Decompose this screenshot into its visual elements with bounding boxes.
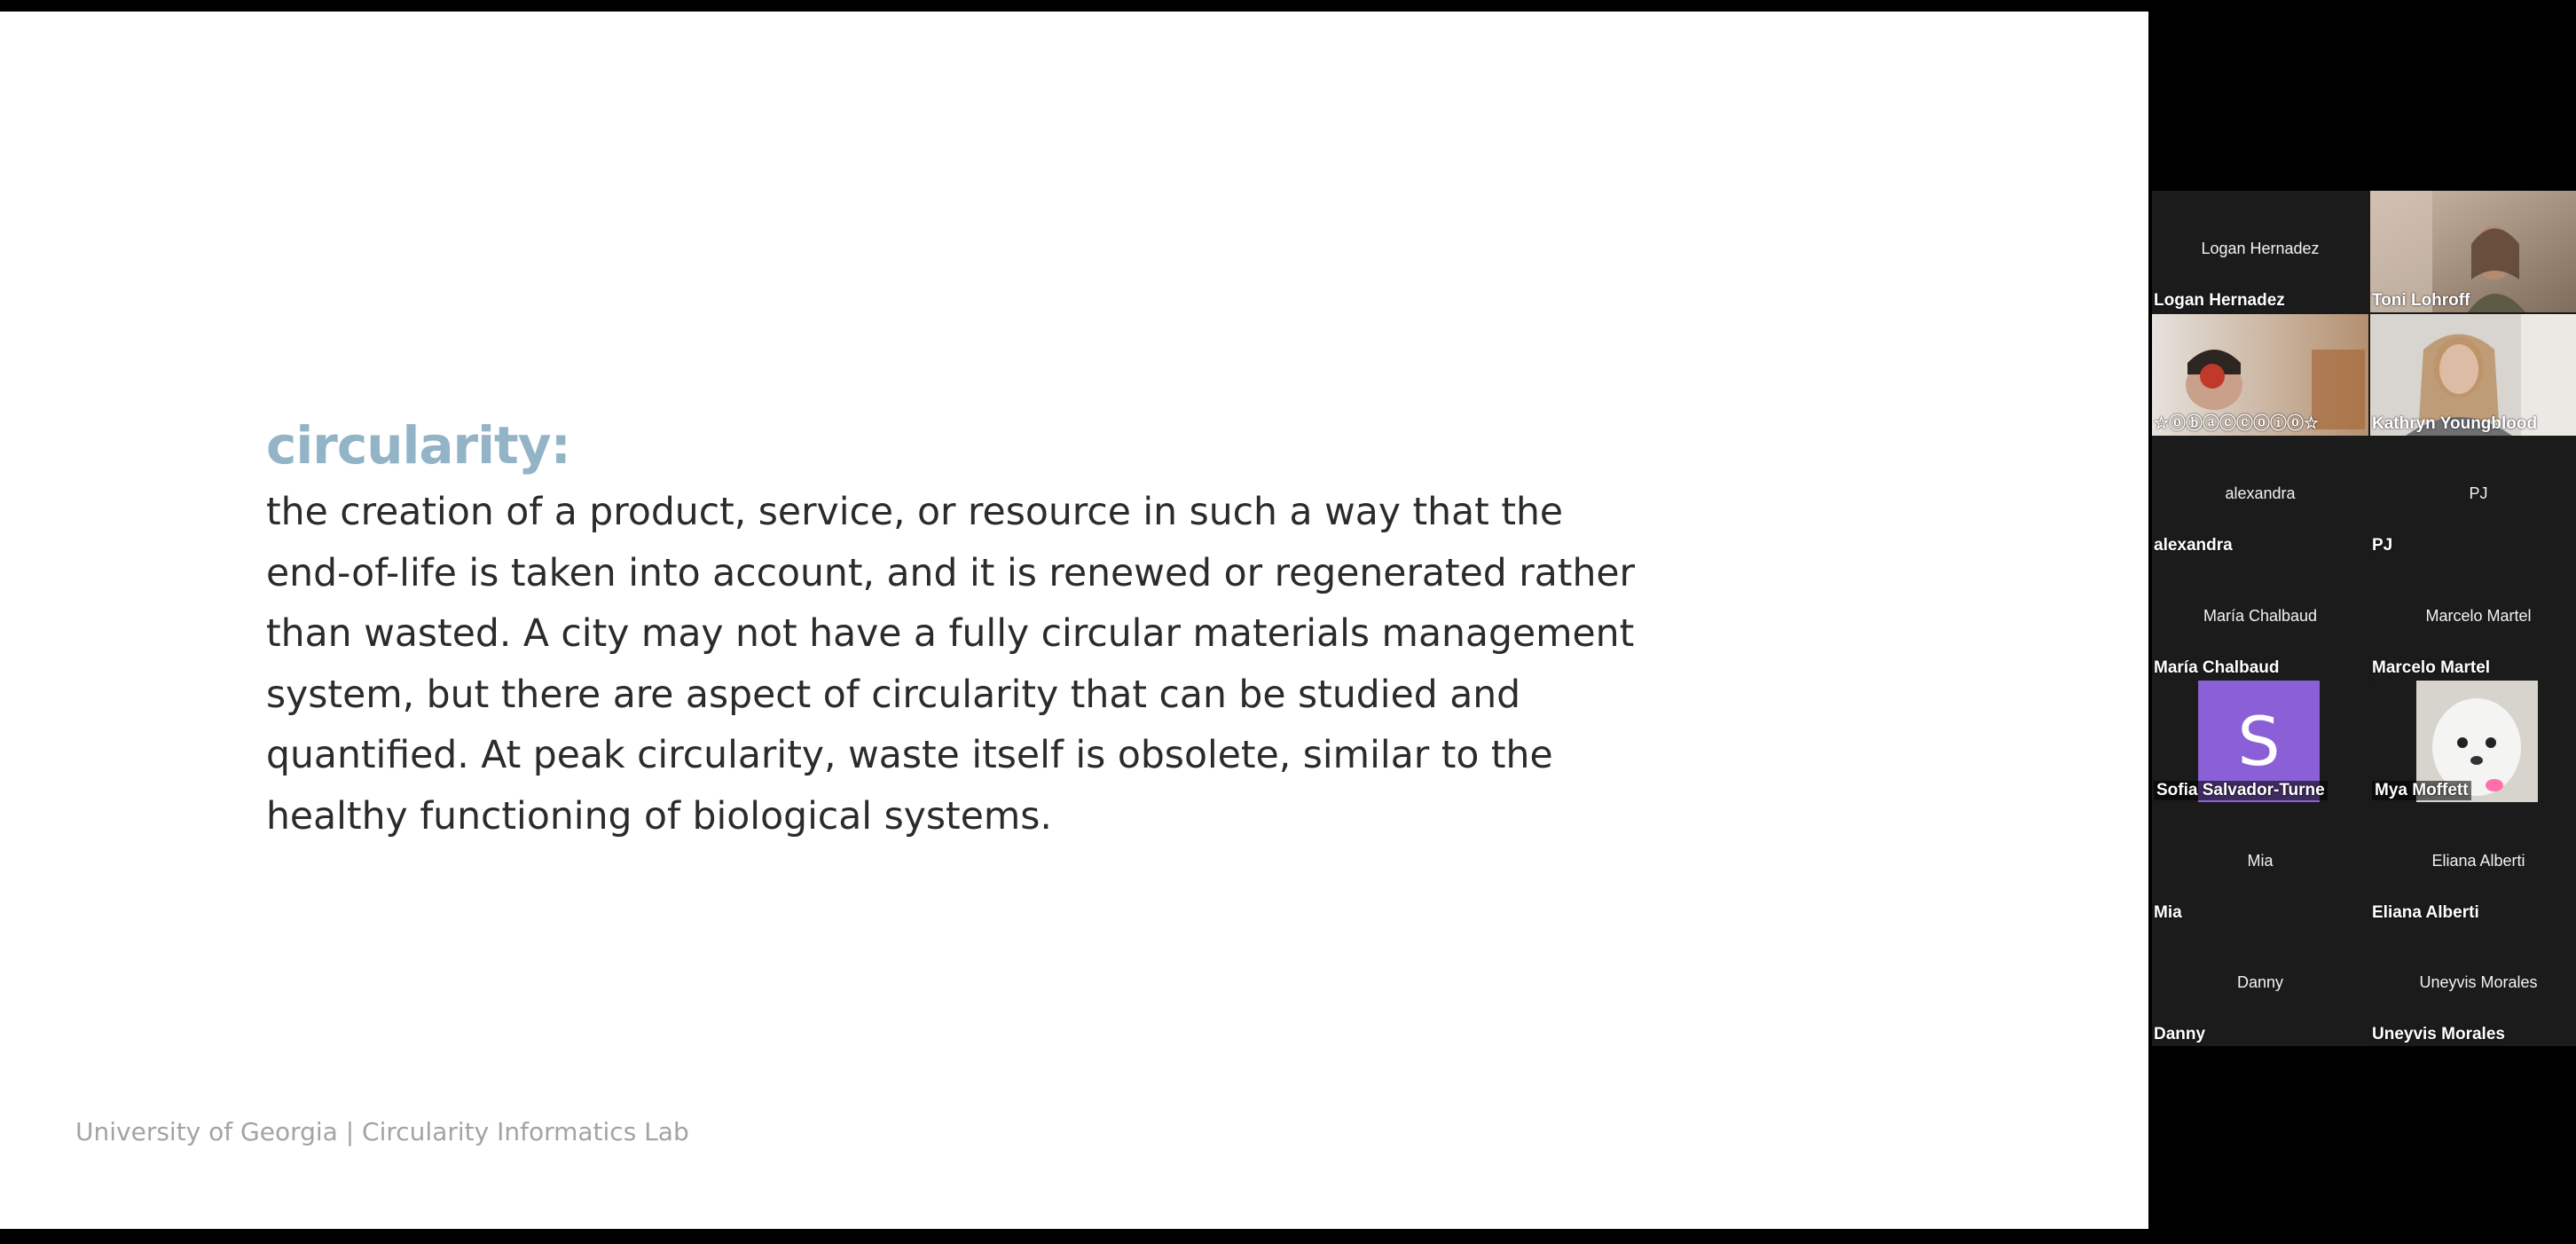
participant-name-label: Danny: [2154, 1025, 2206, 1043]
participant-tile[interactable]: [2370, 191, 2576, 312]
participant-tile[interactable]: [2370, 436, 2576, 557]
participant-center-name: Eliana Alberti: [2431, 852, 2525, 870]
slide-title: circularity:: [266, 415, 570, 476]
slide-body-text: [266, 483, 1792, 848]
participant-tile[interactable]: [2152, 191, 2368, 312]
participant-name-label: PJ: [2372, 536, 2393, 555]
participant-center-name: Danny: [2236, 973, 2284, 991]
participant-tile[interactable]: [2152, 436, 2368, 557]
participant-center-name: alexandra: [2225, 484, 2296, 502]
participant-center-name: Uneyvis Morales: [2419, 973, 2538, 991]
avatar: S: [2198, 681, 2320, 802]
participant-name-label: Kathryn Youngblood: [2372, 414, 2538, 433]
slide-body-line: end-of-life is taken into account, and it is renewed or regenerated rather: [266, 551, 1636, 595]
participant-name-label: alexandra: [2154, 536, 2233, 555]
slide-body-line: the creation of a product, service, or resource in such a way that the: [266, 491, 1564, 534]
participant-tile[interactable]: [2152, 803, 2368, 925]
participant-tile[interactable]: [2370, 681, 2576, 802]
participant-gallery: [2152, 191, 2576, 1046]
participant-tile[interactable]: [2370, 803, 2576, 925]
participant-name-label: Sofia Salvador-Turne: [2154, 781, 2328, 800]
participant-name-label: Mia: [2154, 903, 2182, 922]
participant-center-name: Marcelo Martel: [2425, 607, 2532, 625]
slide-body-line: system, but there are aspect of circularity that can be studied and: [266, 673, 1521, 717]
participant-tile[interactable]: [2152, 558, 2368, 680]
participant-tile[interactable]: [2152, 314, 2368, 436]
participant-name-label: María Chalbaud: [2154, 658, 2280, 677]
slide-body-line: than wasted. A city may not have a fully circular materials management: [266, 612, 1635, 657]
participant-name-label: Toni Lohroff: [2372, 291, 2470, 310]
participant-center-name: Logan Hernadez: [2201, 240, 2320, 257]
participant-tile[interactable]: [2152, 681, 2368, 802]
participant-name-label: Logan Hernadez: [2154, 291, 2285, 310]
participant-center-name: María Chalbaud: [2203, 607, 2318, 625]
shared-slide: [0, 12, 2148, 1229]
slide-body-line: healthy functioning of biological systems.: [266, 794, 1052, 839]
participant-tile[interactable]: [2370, 558, 2576, 680]
participant-name-label: Mya Moffett: [2372, 781, 2471, 800]
participant-name-label: Uneyvis Morales: [2372, 1025, 2505, 1043]
participant-name-label: ☆ⓞⓑⓐⓒⓒⓞⓘⓞ☆: [2154, 414, 2320, 433]
participant-name-label: Eliana Alberti: [2372, 903, 2479, 922]
participant-center-name: PJ: [2469, 484, 2488, 502]
participant-tile[interactable]: [2370, 925, 2576, 1046]
participant-center-name: Mia: [2247, 852, 2274, 870]
slide-body-line: quantified. At peak circularity, waste itself is obsolete, similar to the: [266, 734, 1553, 778]
participant-name-label: Marcelo Martel: [2372, 658, 2491, 677]
participant-tile[interactable]: [2152, 925, 2368, 1046]
participant-tile[interactable]: [2370, 314, 2576, 436]
slide-footer: University of Georgia | Circularity Informatics Lab: [75, 1117, 689, 1146]
